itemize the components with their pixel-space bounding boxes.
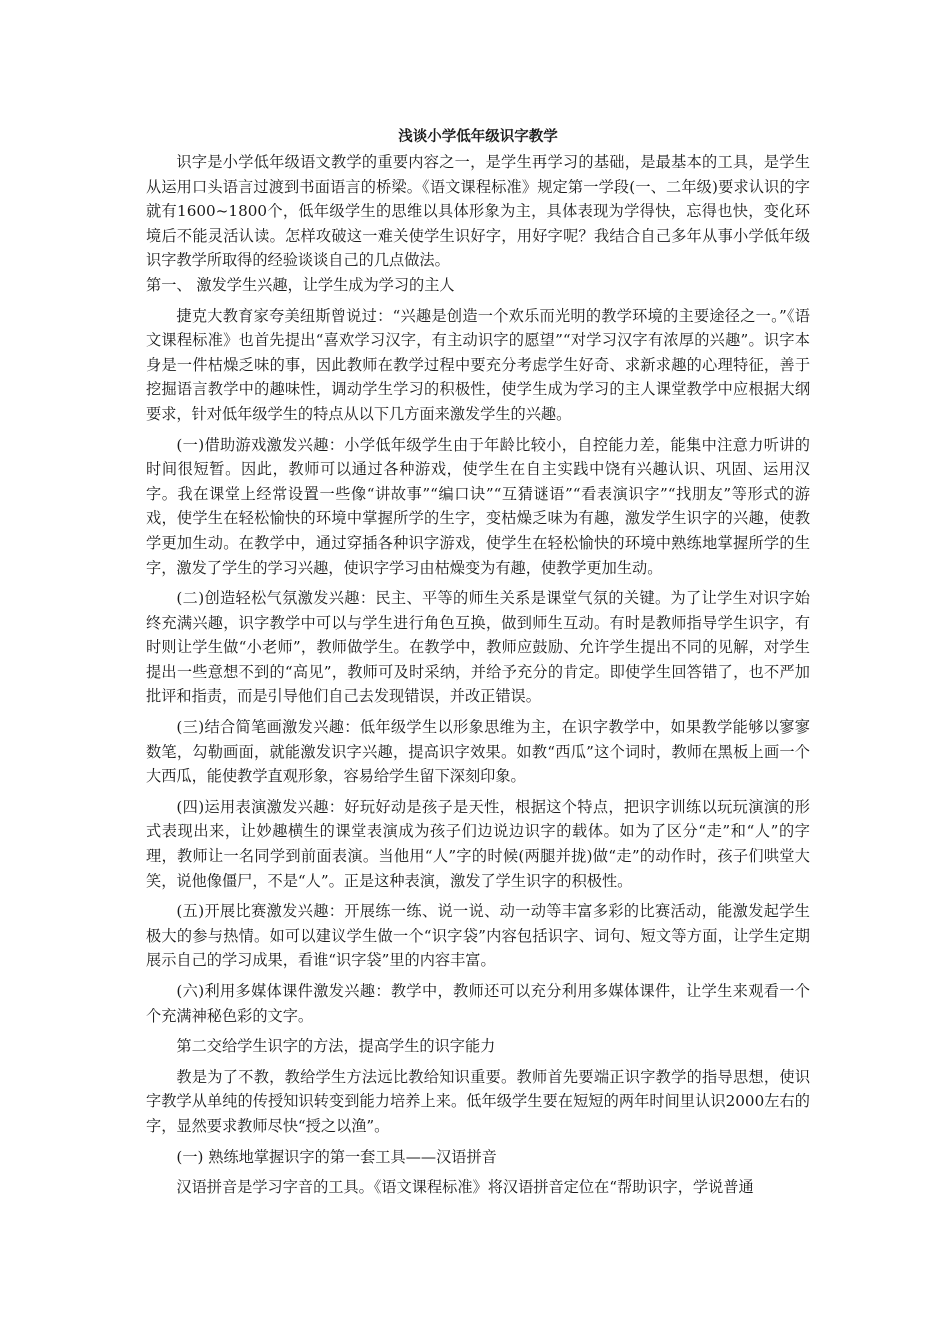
paragraph-competition: (五)开展比赛激发兴趣：开展练一练、说一说、动一动等丰富多彩的比赛活动，能激发起学生极大的参与热情。如可以建议学生做一个“识字袋”内容包括识字、词句、短文等方面，让学生定期展示自己的学习成果，看谁“识字袋”里的内容丰富。: [146, 902, 810, 970]
paragraph-drawing: (三)结合简笔画激发兴趣：低年级学生以形象思维为主，在识字教学中，如果教学能够以寥寥数笔，勾勒画面，就能激发识字兴趣，提高识字效果。如教“西瓜”这个词时，教师在黑板上画一个大西瓜，能使教学直观形象，容易给学生留下深刻印象。: [146, 718, 810, 786]
paragraph-atmosphere: (二)创造轻松气氛激发兴趣：民主、平等的师生关系是课堂气氛的关键。为了让学生对识字始终充满兴趣，识字教学中可以与学生进行角色互换，做到师生互动。有时是教师指导学生识字，有时则让学生做“小老师”，教师做学生。在教学中，教师应鼓励、允许学生提出不同的见解，对学生提出一些意想不到的“高见”，教师可及时采纳，并给予充分的肯定。即使学生回答错了，也不严加批评和指责，而是引导他们自己去发现错误，并改正错误。: [146, 589, 810, 706]
section-heading-2: 第二交给学生识字的方法，提高学生的识字能力: [176, 1037, 496, 1056]
subsection-heading-pinyin: (一) 熟练地掌握识字的第一套工具——汉语拼音: [176, 1147, 497, 1166]
paragraph-games: (一)借助游戏激发兴趣：小学低年级学生由于年龄比较小，自控能力差，能集中注意力听讲的时间很短暂。因此，教师可以通过各种游戏，使学生在自主实践中饶有兴趣认识、巩固、运用汉字。我在课堂上经常设置一些像“讲故事”“编口诀”“互猜谜语”“看表演识字”“找朋友”等形式的游戏，使学生在轻松愉快的环境中掌握所学的生字，变枯燥乏味为有趣，激发学生识字的兴趣，使教学更加生动。在教学中，通过穿插各种识字游戏，使学生在轻松愉快的环境中熟练地掌握所学的生字，激发了学生的学习兴趣，使识字学习由枯燥变为有趣，使教学更加生动。: [146, 435, 810, 577]
paragraph-multimedia: (六)利用多媒体课件激发兴趣：教学中，教师还可以充分利用多媒体课件，让学生来观看一个个充满神秘色彩的文字。: [146, 982, 810, 1025]
paragraph-performance: (四)运用表演激发兴趣：好玩好动是孩子是天性，根据这个特点，把识字训练以玩玩演演的形式表现出来，让妙趣横生的课堂表演成为孩子们边说边识字的载体。如为了区分“走”和“人”的字理，教师让一名同学到前面表演。当他用“人”字的时候(两腿并拢)做“走”的动作时，孩子们哄堂大笑，说他像僵尸，不是“人”。正是这种表演，激发了学生识字的积极性。: [146, 797, 810, 890]
document-body: [146, 124, 810, 1200]
paragraph-interest: 捷克大教育家夸美纽斯曾说过：“兴趣是创造一个欢乐而光明的教学环境的主要途径之一。”《语文课程标准》也首先提出“喜欢学习汉字，有主动识字的愿望”“对学习汉字有浓厚的兴趣”。识字本身是一件枯燥乏味的事，因此教师在教学过程中要充分考虑学生好奇、求新求趣的心理特征，善于挖掘语言教学中的趣味性，调动学生学习的积极性，使学生成为学习的主人课堂教学中应根据大纲要求，针对低年级学生的特点从以下几方面来激发学生的兴趣。: [146, 306, 810, 423]
paragraph-methods: 教是为了不教，教给学生方法远比教给知识重要。教师首先要端正识字教学的指导思想，使识字教学从单纯的传授知识转变到能力培养上来。低年级学生要在短短的两年时间里认识2000左右的字，显然要求教师尽快“授之以渔”。: [146, 1067, 810, 1135]
paragraph-intro: 识字是小学低年级语文教学的重要内容之一，是学生再学习的基础，是最基本的工具，是学生从运用口头语言过渡到书面语言的桥梁。《语文课程标准》规定第一学段(一、二年级)要求认识的字就有1600~1800个，低年级学生的思维以具体形象为主，具体表现为学得快，忘得也快，变化环境后不能灵活认读。怎样攻破这一难关使学生识好字，用好字呢？我结合自己多年从事小学低年级识字教学所取得的经验谈谈自己的几点做法。: [146, 153, 810, 270]
paragraph-pinyin: 汉语拼音是学习字音的工具。《语文课程标准》将汉语拼音定位在“帮助识字，学说普通: [176, 1178, 754, 1197]
document-title: 浅谈小学低年级识字教学: [398, 129, 558, 145]
section-heading-1: 第一、 激发学生兴趣，让学生成为学习的主人: [146, 275, 455, 294]
